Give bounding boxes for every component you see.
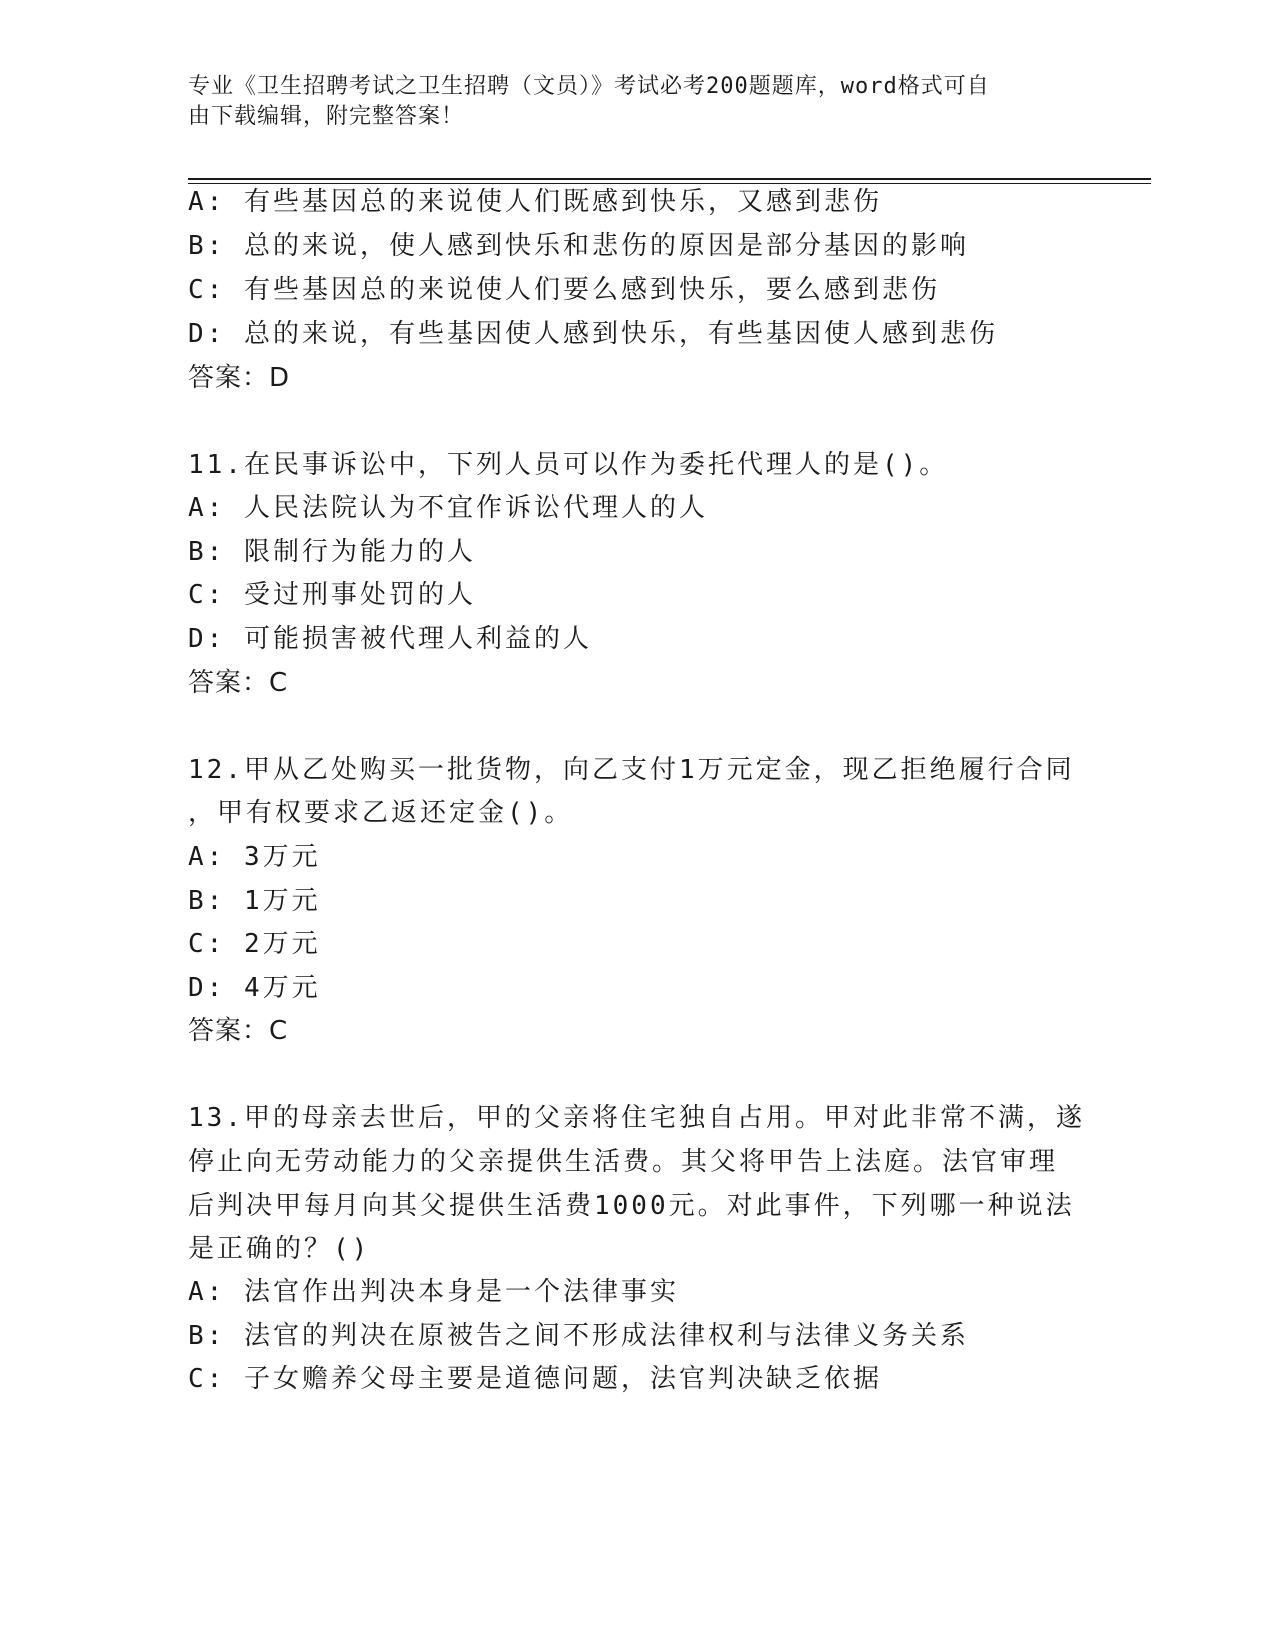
- q13-stem-line-2: 停止向无劳动能力的父亲提供生活费。其父将甲告上法庭。法官审理: [188, 1147, 1059, 1177]
- q12-option-d: D: 4万元: [188, 973, 321, 1003]
- header-divider: [188, 178, 1151, 180]
- q13-option-a: A: 法官作出判决本身是一个法律事实: [188, 1277, 679, 1307]
- header-line-2: 由下载编辑，附完整答案！: [188, 104, 465, 129]
- q11-option-d: D: 可能损害被代理人利益的人: [188, 624, 592, 654]
- q10-option-c: C: 有些基因总的来说使人们要么感到快乐，要么感到悲伤: [188, 275, 940, 305]
- header-line-1: 专业《卫生招聘考试之卫生招聘（文员）》考试必考200题题库，word格式可自: [188, 74, 990, 99]
- q11-option-b: B: 限制行为能力的人: [188, 537, 476, 567]
- q10-option-d: D: 总的来说，有些基因使人感到快乐，有些基因使人感到悲伤: [188, 319, 998, 349]
- q12-stem-line-2: ，甲有权要求乙返还定金()。: [188, 798, 574, 828]
- q10-answer: 答案：D: [188, 363, 291, 393]
- q13-option-b: B: 法官的判决在原被告之间不形成法律权利与法律义务关系: [188, 1321, 969, 1351]
- q13-stem-line-4: 是正确的？(): [188, 1234, 371, 1264]
- q13-stem-line-1: 13.甲的母亲去世后，甲的父亲将住宅独自占用。甲对此非常不满，遂: [188, 1103, 1085, 1133]
- q13-option-c: C: 子女赡养父母主要是道德问题，法官判决缺乏依据: [188, 1364, 882, 1394]
- document-header: [188, 72, 1088, 132]
- header-divider-thin: [188, 183, 1151, 184]
- q10-option-a: A: 有些基因总的来说使人们既感到快乐，又感到悲伤: [188, 187, 882, 217]
- q11-option-c: C: 受过刑事处罚的人: [188, 580, 476, 610]
- q12-option-b: B: 1万元: [188, 886, 321, 916]
- q12-option-a: A: 3万元: [188, 842, 321, 872]
- q11-stem: 11.在民事诉讼中，下列人员可以作为委托代理人的是()。: [188, 450, 949, 480]
- q10-option-b: B: 总的来说，使人感到快乐和悲伤的原因是部分基因的影响: [188, 231, 969, 261]
- q12-answer: 答案：C: [188, 1016, 289, 1046]
- q12-option-c: C: 2万元: [188, 929, 321, 959]
- q11-option-a: A: 人民法院认为不宜作诉讼代理人的人: [188, 493, 708, 523]
- q13-stem-line-3: 后判决甲每月向其父提供生活费1000元。对此事件，下列哪一种说法: [188, 1191, 1075, 1221]
- q12-stem-line-1: 12.甲从乙处购买一批货物，向乙支付1万元定金，现乙拒绝履行合同: [188, 755, 1075, 785]
- q11-answer: 答案：C: [188, 668, 289, 698]
